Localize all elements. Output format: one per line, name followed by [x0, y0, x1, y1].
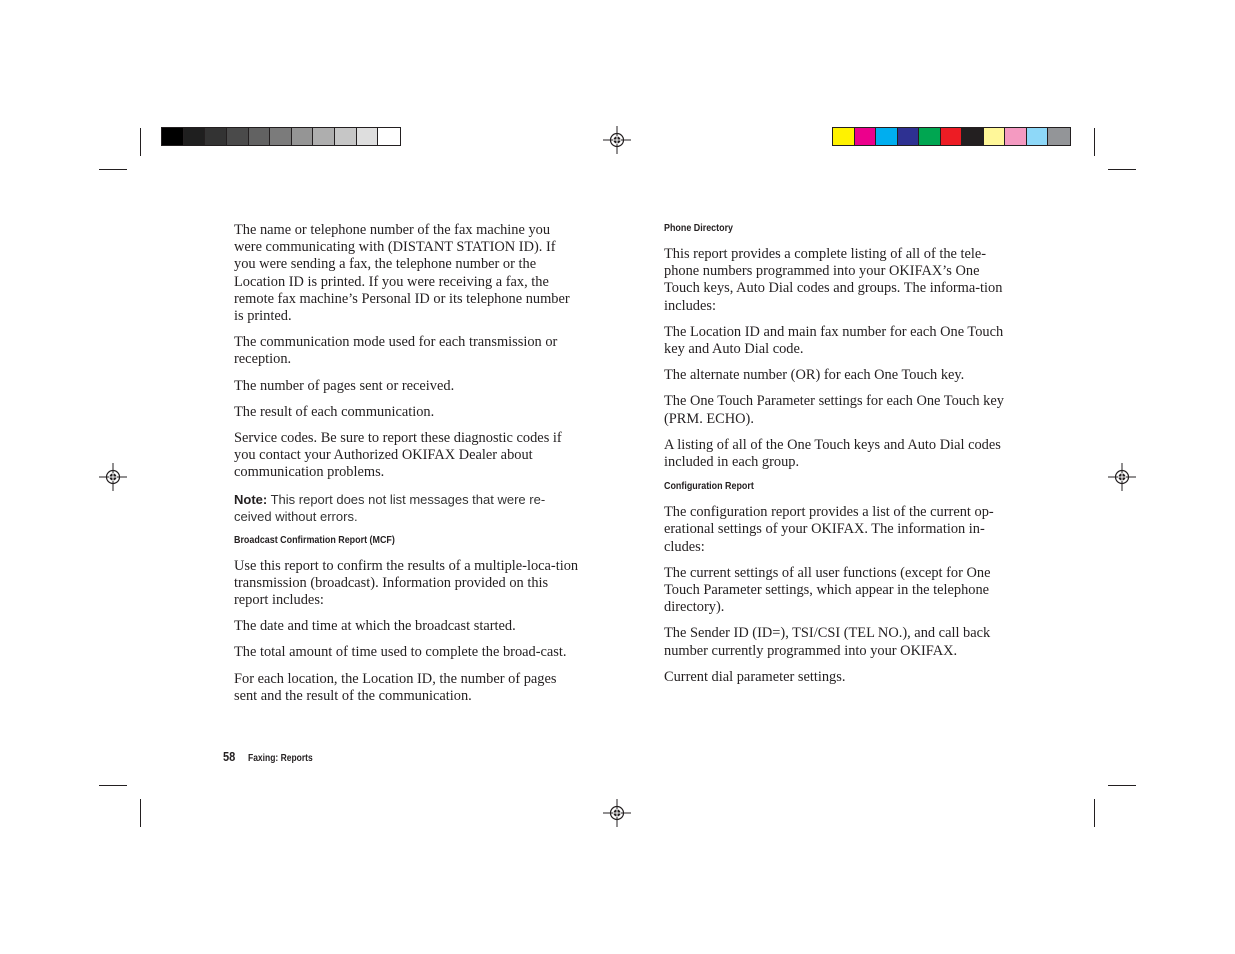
color-swatch-6: [941, 128, 963, 145]
paragraph-dial-params: Current dial parameter settings.: [664, 668, 846, 685]
paragraph-location-id: The Location ID and main fax number for each One Touch key and Auto Dial code.: [664, 323, 1004, 358]
gray-swatch-10: [357, 128, 379, 145]
color-swatch-5: [919, 128, 941, 145]
color-calibration-bar: [832, 127, 1071, 146]
registration-mark-bottom-icon: [603, 799, 631, 827]
registration-mark-left-icon: [99, 463, 127, 491]
gray-swatch-3: [205, 128, 227, 145]
heading-phone-directory: Phone Directory: [664, 223, 734, 234]
section-title: Faxing: Reports: [247, 753, 313, 764]
color-swatch-4: [898, 128, 920, 145]
paragraph-broadcast-location: For each location, the Location ID, the number of pages sent and the result of the communication.: [234, 670, 557, 704]
left-column: [234, 222, 580, 714]
paragraph-groups: A listing of all of the One Touch keys and Auto Dial codes included in each group.: [664, 436, 1001, 471]
page-footer: [223, 748, 324, 766]
color-swatch-10: [1027, 128, 1049, 145]
crop-mark-bottom-right-h: [1108, 785, 1136, 786]
color-swatch-8: [984, 128, 1006, 145]
crop-mark-top-left-v: [140, 128, 141, 156]
heading-configuration-report: Configuration Report: [664, 481, 754, 493]
paragraph-result: The result of each communication.: [234, 403, 435, 420]
paragraph-distant-station: The name or telephone number of the fax machine you were communicating with (DISTANT STATION ID). If you were sending a fax, the telephone number or the Location ID is printed. If you were receiving a fax, the remote fax machine’s Personal ID or its telephone number is printed.: [234, 222, 570, 325]
paragraph-sender-id: The Sender ID (ID=), TSI/CSI (TEL NO.), and call back number currently programmed into your OKIFAX.: [664, 625, 991, 659]
paragraph-configuration-intro: The configuration report provides a list of the current op-erational settings of your OKIFAX. The information in-cludes:: [664, 504, 994, 555]
crop-mark-top-right-v: [1094, 128, 1095, 156]
note: [234, 491, 580, 525]
color-swatch-11: [1048, 128, 1070, 145]
color-swatch-9: [1005, 128, 1027, 145]
crop-mark-bottom-left-v: [140, 799, 141, 827]
paragraph-broadcast-intro: Use this report to confirm the results of a multiple-loca-tion transmission (broadcast). Information provided on this report includes:: [234, 557, 579, 609]
gray-swatch-11: [378, 128, 400, 145]
crop-mark-top-right-h: [1108, 169, 1136, 170]
color-swatch-7: [962, 128, 984, 145]
gray-swatch-1: [162, 128, 184, 145]
gray-swatch-5: [249, 128, 271, 145]
paragraph-alternate-number: The alternate number (OR) for each One Touch key.: [664, 367, 965, 384]
crop-mark-top-left-h: [99, 169, 127, 170]
note-text: This report does not list messages that were re-ceived without errors.: [234, 491, 546, 524]
gray-swatch-9: [335, 128, 357, 145]
color-swatch-3: [876, 128, 898, 145]
crop-mark-bottom-left-h: [99, 785, 127, 786]
crop-mark-bottom-right-v: [1094, 799, 1095, 827]
paragraph-one-touch-params: The One Touch Parameter settings for each One Touch key (PRM. ECHO).: [664, 393, 1004, 427]
paragraph-phone-directory-intro: This report provides a complete listing of all of the tele-phone numbers programmed into your OKIFAX’s One Touch keys, Auto Dial codes and groups. The informa-tion includes:: [664, 246, 1003, 314]
paragraph-broadcast-time: The total amount of time used to complete the broad-cast.: [234, 644, 567, 661]
note-label: Note:: [234, 491, 268, 507]
heading-broadcast-confirmation: Broadcast Confirmation Report (MCF): [234, 534, 395, 546]
right-column: [664, 222, 1009, 695]
gray-swatch-6: [270, 128, 292, 145]
paragraph-communication-mode: The communication mode used for each transmission or reception.: [234, 334, 558, 368]
registration-mark-top-icon: [603, 126, 631, 154]
color-swatch-1: [833, 128, 855, 145]
gray-swatch-4: [227, 128, 249, 145]
grayscale-calibration-bar: [161, 127, 401, 146]
gray-swatch-7: [292, 128, 314, 145]
color-swatch-2: [855, 128, 877, 145]
page-number: 58: [223, 749, 236, 764]
paragraph-pages: The number of pages sent or received.: [234, 377, 455, 394]
paragraph-user-functions: The current settings of all user functions (except for One Touch Parameter settings, which appear in the telephone directory).: [664, 564, 991, 616]
paragraph-service-codes: Service codes. Be sure to report these diagnostic codes if you contact your Authorized OKIFAX Dealer about communication problems.: [234, 430, 562, 481]
paragraph-broadcast-date: The date and time at which the broadcast started.: [234, 618, 516, 635]
gray-swatch-2: [184, 128, 206, 145]
gray-swatch-8: [313, 128, 335, 145]
registration-mark-right-icon: [1108, 463, 1136, 491]
